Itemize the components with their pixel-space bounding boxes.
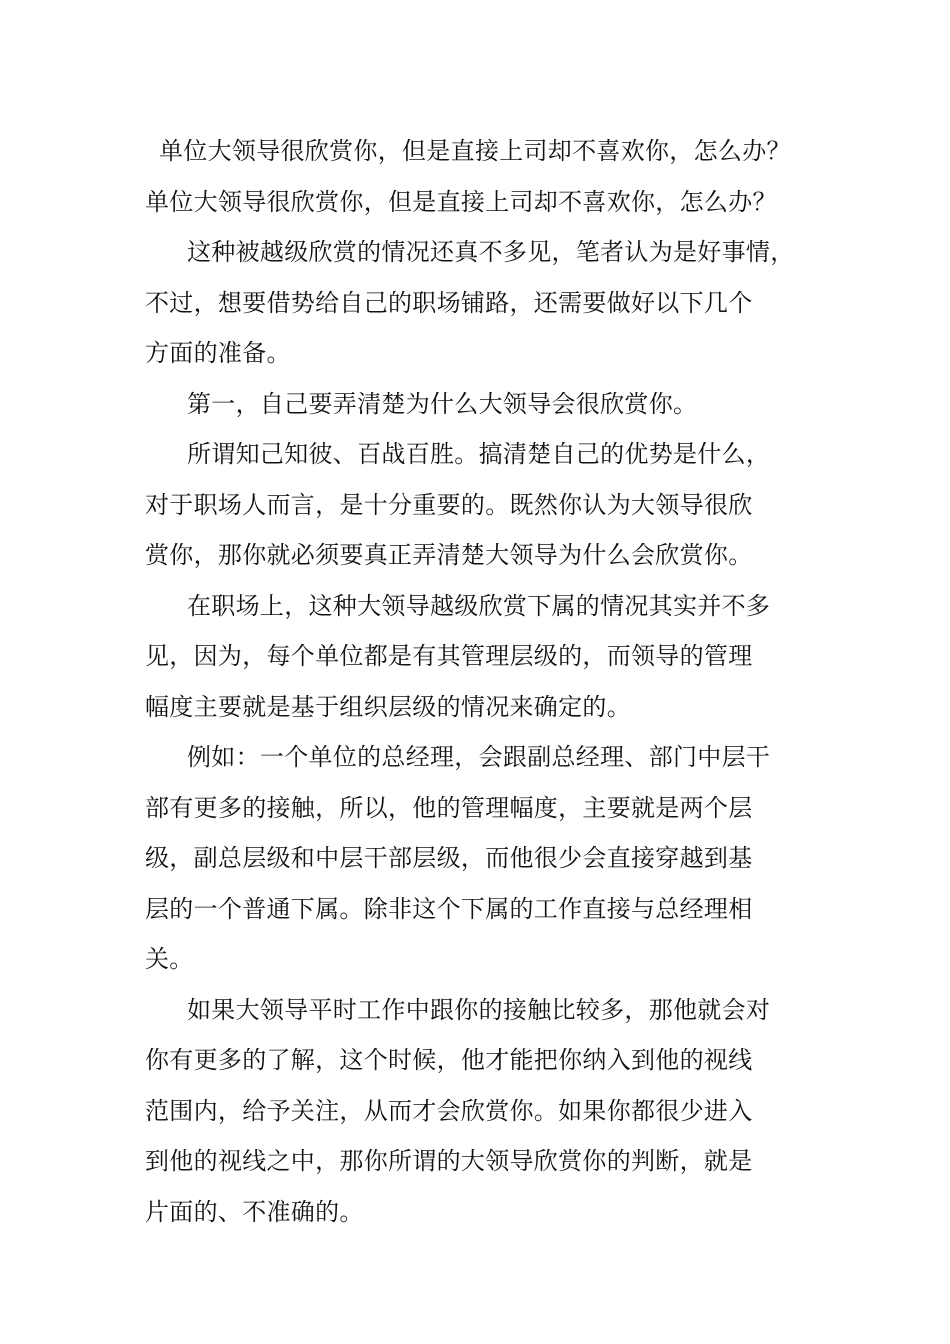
text-line-16: 关。 (145, 945, 194, 973)
text-line-19: 范围内，给予关注，从而才会欣赏你。如果你都很少进入 (145, 1096, 753, 1125)
text-line-10: 见，因为，每个单位都是有其管理层级的，而领导的管理 (145, 642, 753, 670)
text-line-3: 不过，想要借势给自己的职场铺路，还需要做好以下几个 (145, 288, 753, 317)
text-line-12: 例如：一个单位的总经理，会跟副总经理、部门中层干 (187, 743, 771, 771)
text-line-15: 层的一个普通下属。除非这个下属的工作直接与总经理相 (145, 894, 753, 923)
document-title: 单位大领导很欣赏你，但是直接上司却不喜欢你，怎么办？ (159, 137, 791, 165)
text-line-6: 所谓知己知彼、百战百胜。搞清楚自己的优势是什么， (187, 440, 771, 468)
text-line-21: 片面的、不准确的。 (145, 1197, 364, 1226)
text-line-9: 在职场上，这种大领导越级欣赏下属的情况其实并不多 (187, 591, 771, 620)
text-line-20: 到他的视线之中，那你所谓的大领导欣赏你的判断，就是 (145, 1147, 753, 1175)
text-line-14: 级，副总层级和中层干部层级，而他很少会直接穿越到基 (145, 844, 753, 872)
text-line-17: 如果大领导平时工作中跟你的接触比较多，那他就会对 (187, 995, 771, 1024)
text-line-2: 这种被越级欣赏的情况还真不多见，笔者认为是好事情， (187, 238, 795, 266)
text-line-1: 单位大领导很欣赏你，但是直接上司却不喜欢你，怎么办？ (145, 187, 777, 216)
text-line-4: 方面的准备。 (145, 339, 291, 367)
text-line-18: 你有更多的了解，这个时候，他才能把你纳入到他的视线 (145, 1046, 753, 1074)
text-line-8: 赏你，那你就必须要真正弄清楚大领导为什么会欣赏你。 (145, 541, 753, 569)
text-line-11: 幅度主要就是基于组织层级的情况来确定的。 (145, 692, 631, 721)
text-line-5: 第一，自己要弄清楚为什么大领导会很欣赏你。 (187, 389, 698, 418)
text-line-7: 对于职场人而言，是十分重要的。既然你认为大领导很欣 (145, 490, 753, 519)
document-body (145, 126, 825, 1237)
text-line-13: 部有更多的接触，所以，他的管理幅度，主要就是两个层 (145, 793, 753, 822)
